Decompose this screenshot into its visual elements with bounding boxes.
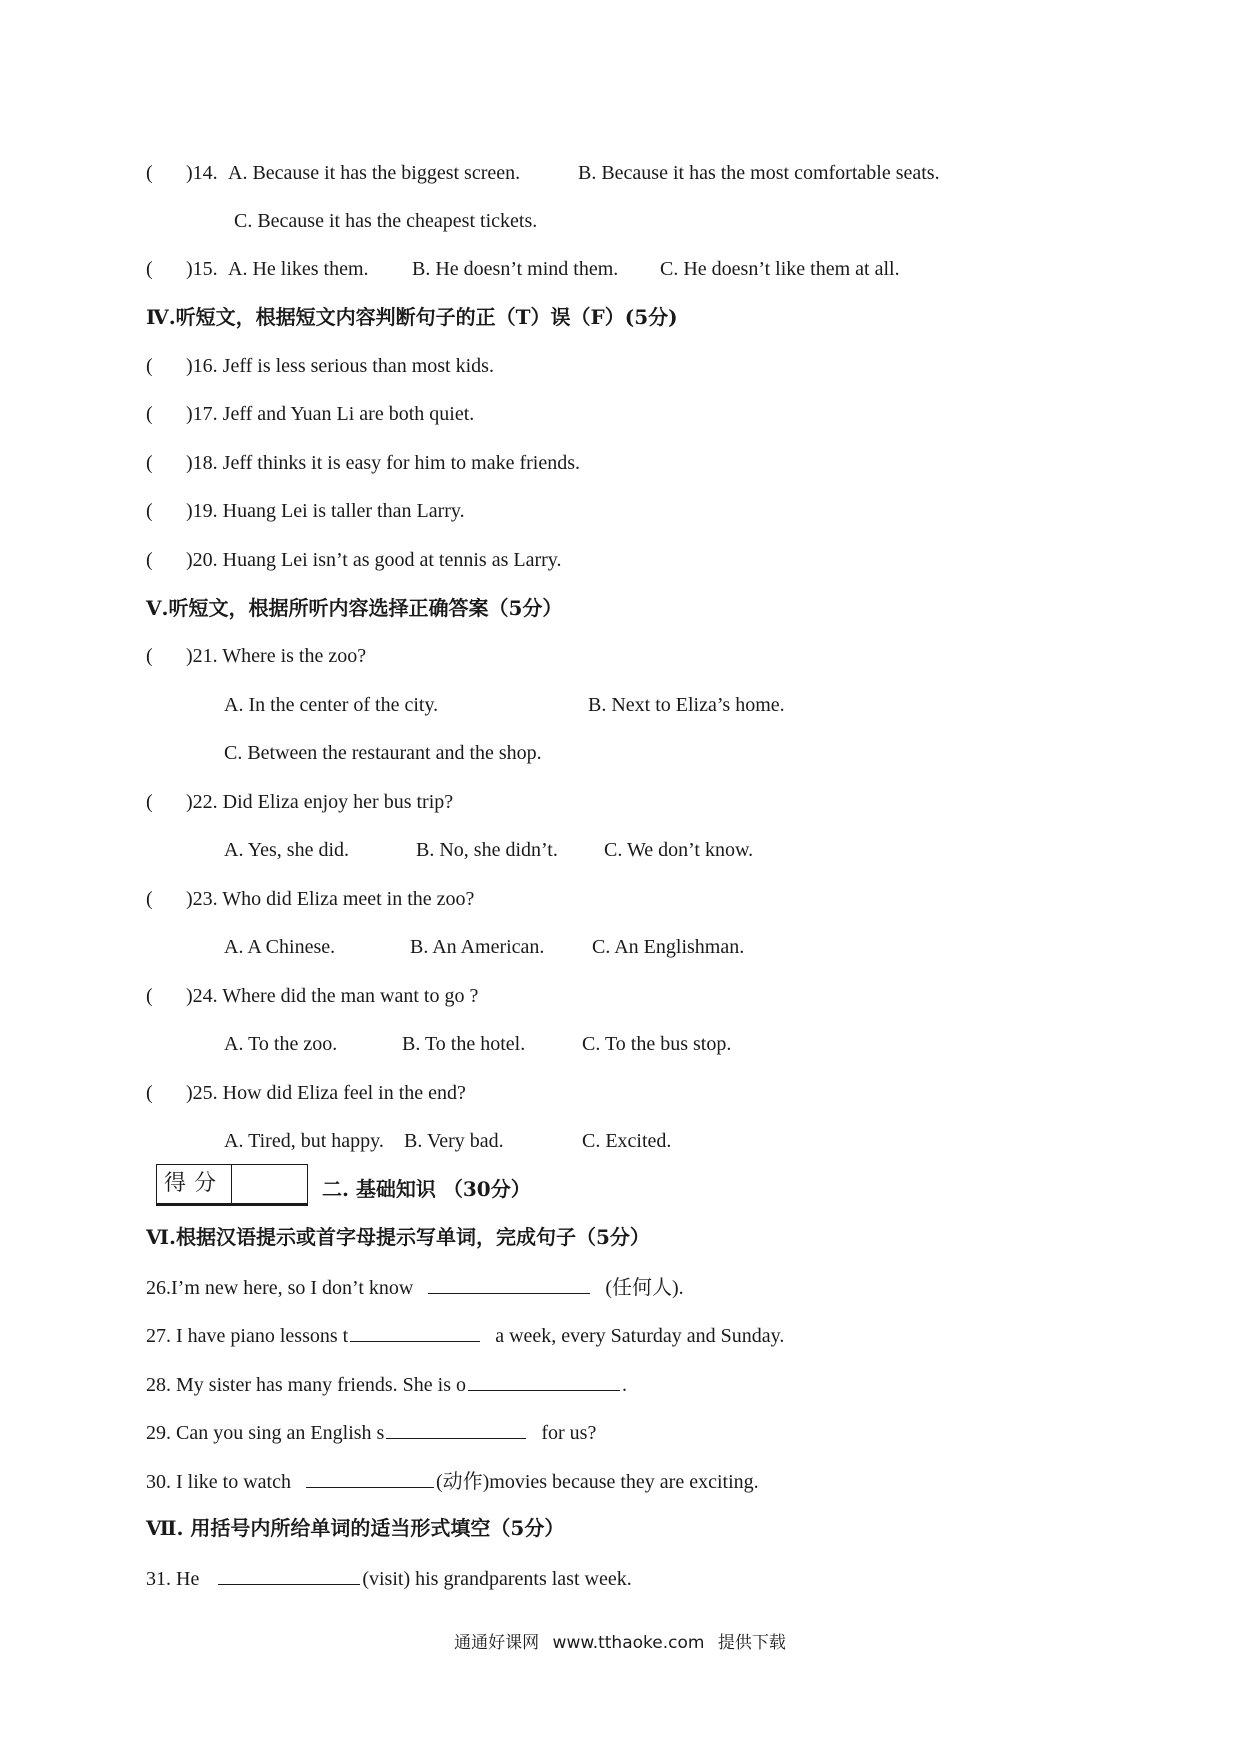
question-28 (146, 1370, 627, 1398)
section-5-title: Ⅴ.听短文，根据所听内容选择正确答案（5分） (146, 596, 563, 620)
footer-url[interactable]: www.tthaoke.com (552, 1633, 705, 1653)
answer-paren: ( (146, 162, 153, 184)
answer-paren: ( (146, 258, 153, 280)
question-text: 28. My sister has many friends. She is o (146, 1374, 466, 1396)
answer-blank[interactable] (350, 1321, 480, 1342)
option-b: B. Because it has the most comfortable seats. (578, 162, 940, 184)
option-b: B. To the hotel. (402, 1033, 526, 1055)
option-c: C. An Englishman. (592, 936, 745, 958)
option-a: A. Because it has the biggest screen. (228, 162, 521, 184)
option-c: C. To the bus stop. (582, 1033, 732, 1055)
answer-blank[interactable] (218, 1564, 360, 1585)
answer-blank[interactable] (428, 1273, 590, 1294)
option-c: C. He doesn’t like them at all. (660, 258, 900, 280)
question-text: )16. Jeff is less serious than most kids. (186, 355, 494, 377)
option-a: A. In the center of the city. (224, 694, 439, 716)
question-text-after: a week, every Saturday and Sunday. (495, 1325, 785, 1347)
footer-note: 提供下载 (717, 1633, 786, 1653)
score-input-cell (232, 1165, 307, 1203)
score-box (156, 1164, 308, 1204)
question-30 (146, 1467, 759, 1495)
answer-paren: ( (146, 1082, 153, 1104)
answer-paren: ( (146, 500, 153, 522)
option-b: B. He doesn’t mind them. (412, 258, 619, 280)
question-text: )21. Where is the zoo? (186, 645, 367, 667)
question-text: )23. Who did Eliza meet in the zoo? (186, 888, 475, 910)
option-c: C. Because it has the cheapest tickets. (234, 210, 538, 232)
question-text-after: (任何人). (605, 1277, 684, 1299)
answer-paren: ( (146, 985, 153, 1007)
answer-blank[interactable] (306, 1467, 434, 1488)
question-text: )24. Where did the man want to go ? (186, 985, 479, 1007)
page-footer (0, 1631, 1240, 1655)
question-text: 27. I have piano lessons t (146, 1325, 349, 1347)
question-text-after: for us? (541, 1422, 597, 1444)
option-b: B. Next to Eliza’s home. (588, 694, 785, 716)
answer-paren: ( (146, 549, 153, 571)
question-text: )25. How did Eliza feel in the end? (186, 1082, 466, 1104)
option-c: C. Between the restaurant and the shop. (224, 742, 542, 764)
question-text: )20. Huang Lei isn’t as good at tennis as Larry. (186, 549, 562, 571)
question-number: )15. (186, 258, 218, 280)
question-text: )17. Jeff and Yuan Li are both quiet. (186, 403, 475, 425)
question-text: 31. He (146, 1568, 200, 1590)
question-number: )14. (186, 162, 218, 184)
answer-paren: ( (146, 791, 153, 813)
option-c: C. We don’t know. (604, 839, 754, 861)
option-a: A. A Chinese. (224, 936, 336, 958)
question-31 (146, 1564, 632, 1592)
answer-paren: ( (146, 355, 153, 377)
answer-blank[interactable] (386, 1418, 526, 1439)
question-text: )18. Jeff thinks it is easy for him to make friends. (186, 452, 581, 474)
answer-paren: ( (146, 452, 153, 474)
question-26 (146, 1273, 684, 1301)
question-text: 26.I’m new here, so I don’t know (146, 1277, 414, 1299)
section-6-title: Ⅵ.根据汉语提示或首字母提示写单词，完成句子（5分） (146, 1225, 650, 1249)
question-text-after: . (621, 1374, 627, 1396)
option-b: B. Very bad. (404, 1130, 504, 1152)
option-b: B. An American. (410, 936, 545, 958)
question-text-after: (动作)movies because they are exciting. (435, 1471, 759, 1493)
answer-blank[interactable] (468, 1370, 620, 1391)
answer-paren: ( (146, 645, 153, 667)
question-text-after: (visit) his grandparents last week. (362, 1568, 632, 1590)
question-27 (146, 1321, 784, 1349)
question-text: 29. Can you sing an English s (146, 1422, 385, 1444)
option-c: C. Excited. (582, 1130, 672, 1152)
option-a: A. Yes, she did. (224, 839, 350, 861)
question-text: )22. Did Eliza enjoy her bus trip? (186, 791, 454, 813)
question-text: 30. I like to watch (146, 1471, 291, 1493)
question-text: )19. Huang Lei is taller than Larry. (186, 500, 465, 522)
section-7-title: Ⅶ. 用括号内所给单词的适当形式填空（5分） (146, 1516, 565, 1540)
part-2-title: 二. 基础知识 （30分） (322, 1177, 531, 1201)
score-label: 得分 (157, 1165, 232, 1203)
answer-paren: ( (146, 888, 153, 910)
option-b: B. No, she didn’t. (416, 839, 558, 861)
option-a: A. Tired, but happy. (224, 1130, 384, 1152)
question-29 (146, 1418, 596, 1446)
option-a: A. To the zoo. (224, 1033, 338, 1055)
footer-site-name: 通通好课网 (454, 1633, 540, 1653)
answer-paren: ( (146, 403, 153, 425)
section-4-title: Ⅳ.听短文，根据短文内容判断句子的正（T）误（F）(5分) (146, 305, 678, 329)
option-a: A. He likes them. (228, 258, 369, 280)
